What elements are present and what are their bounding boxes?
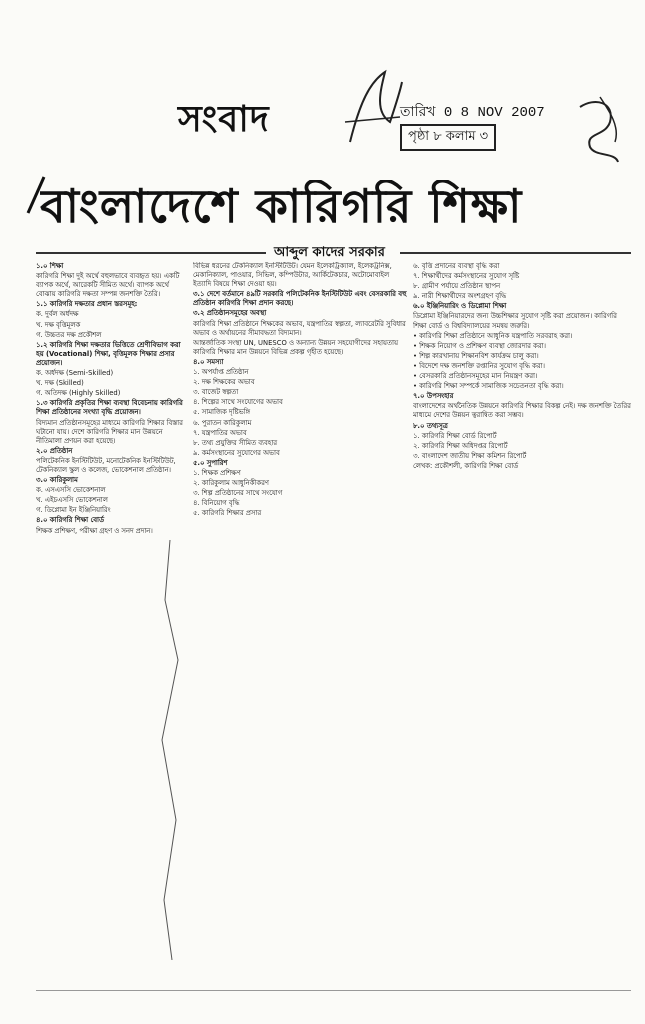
torn-fold-mark <box>150 540 190 960</box>
column-paragraph: ১.৩ কারিগরি প্রকৃতির শিক্ষা ব্যবস্থা বিবেচনায় কারিগরি শিক্ষা প্রতিষ্ঠানের সংখ্যা বৃদ্ধি প্রয়োজন। <box>36 399 183 417</box>
column-paragraph: ৭. যন্ত্রপাতির অভাব <box>193 428 247 437</box>
column-paragraph: কারিগরি শিক্ষা প্রতিষ্ঠানে শিক্ষকের অভাব, যন্ত্রপাতির স্বল্পতা, ল্যাবরেটরি সুবিধার অভাব ও অর্থায়নের সীমাবদ্ধতা বিদ্যমান। <box>193 319 406 337</box>
column-paragraph: ৩. বাজেট স্বল্পতা <box>193 388 239 397</box>
column-paragraph: ৩.২ প্রতিষ্ঠানসমূহের অবস্থা <box>193 309 267 318</box>
article-byline: আব্দুল কাদের সরকার <box>268 243 391 264</box>
handwritten-note <box>570 92 630 172</box>
clipping-page: পৃষ্ঠা ৮ কলাম ৩ <box>400 124 496 151</box>
column-paragraph: ১. কারিগরি শিক্ষা বোর্ড রিপোর্ট <box>413 431 497 440</box>
column-paragraph: ৩.০ কারিকুলাম <box>36 476 78 485</box>
column-paragraph: ২.০ প্রতিষ্ঠান <box>36 446 73 455</box>
column-paragraph: ৮.০ তথ্যসূত্র <box>413 421 448 430</box>
column-paragraph: শিক্ষক প্রশিক্ষণ, পরীক্ষা গ্রহণ ও সনদ প্রদান। <box>36 526 153 535</box>
column-paragraph: খ. এইচএসসি ভোকেশনাল <box>36 496 108 505</box>
column-paragraph: ৫.০ সুপারিশ <box>193 458 228 467</box>
byline-rule-left <box>36 252 266 254</box>
column-paragraph: ৪.০ কারিগরি শিক্ষা বোর্ড <box>36 516 105 525</box>
column-paragraph: • কারিগরি শিক্ষা সম্পর্কে সামাজিক সচেতনতা বৃদ্ধি করা। <box>413 382 564 391</box>
column-paragraph: ৬.০ ইঞ্জিনিয়ারিং ও ডিপ্লোমা শিক্ষা <box>413 302 507 311</box>
column-paragraph: ক. এসএসসি ভোকেশনাল <box>36 486 106 495</box>
column-paragraph: ৩.১ দেশে বর্তমানে ৪৯টি সরকারি পলিটেকনিক ইনস্টিটিউট এবং বেসরকারি বহু প্রতিষ্ঠান কারিগরি শিক্ষা প্রদান করছে। <box>193 290 407 308</box>
column-paragraph: ৫. কারিগরি শিক্ষার প্রসার <box>193 509 262 518</box>
column-paragraph: ক. অর্ধদক্ষ (Semi-Skilled) <box>36 369 114 378</box>
column-paragraph: বিভিন্ন ধরনের টেকনিক্যাল ইনস্টিটিউট। যেমন ইলেকট্রিক্যাল, ইলেকট্রনিক্স, মেকানিক্যাল, পাওয়ার, সিভিল, কম্পিউটার, আর্কিটেকচার, অটোমোবাইল ইত্যাদি বিষয়ে শিক্ষা দেওয়া হয়। <box>193 262 392 289</box>
column-paragraph: বিদ্যমান প্রতিষ্ঠানসমূহের মাধ্যমে কারিগরি শিক্ষার বিস্তার ঘটানো যায়। দেশে কারিগরি শিক্ষার মান উন্নয়নে নীতিমালা প্রণয়ন করা হয়েছে। <box>36 418 183 445</box>
article-headline: বাংলাদেশে কারিগরি শিক্ষা <box>40 180 523 232</box>
column-paragraph: গ. ডিপ্লোমা ইন ইঞ্জিনিয়ারিং <box>36 506 111 515</box>
column-paragraph: ১.২ কারিগরি শিক্ষা দক্ষতার ভিত্তিতে শ্রেণীবিভাগ করা হয় (Vocational) শিক্ষা, বৃত্তিমূলক শিক্ষার প্রসার প্রয়োজন। <box>36 340 181 367</box>
column-paragraph: ১.০ শিক্ষা <box>36 262 64 270</box>
column-paragraph: পলিটেকনিক ইনস্টিটিউট, মনোটেকনিক ইনস্টিটিউট, টেকনিক্যাল স্কুল ও কলেজ, ভোকেশনাল প্রতিষ্ঠান। <box>36 456 176 474</box>
page-bottom-rule <box>36 990 631 991</box>
column-paragraph: ২. কারিগরি শিক্ষা অধিদপ্তর রিপোর্ট <box>413 441 508 450</box>
column-paragraph: ১. শিক্ষক প্রশিক্ষণ <box>193 468 241 477</box>
article-column-3 <box>413 262 631 962</box>
column-paragraph: গ. উচ্চতর দক্ষ প্রকৌশল <box>36 330 102 339</box>
column-paragraph: ২. কারিকুলাম আধুনিকীকরণ <box>193 479 269 488</box>
column-paragraph: • বেসরকারি প্রতিষ্ঠানসমূহের মান নিয়ন্ত্রণ করা। <box>413 372 538 381</box>
column-paragraph: ৭.০ উপসংহার <box>413 392 454 401</box>
column-paragraph: ১. অপর্যাপ্ত প্রতিষ্ঠান <box>193 368 249 377</box>
column-paragraph: ৯. নারী শিক্ষার্থীদের অংশগ্রহণ বৃদ্ধি <box>413 292 507 301</box>
column-paragraph: ৬. পুরাতন কারিকুলাম <box>193 418 252 427</box>
column-paragraph: গ. অতিদক্ষ (Highly Skilled) <box>36 389 121 398</box>
column-paragraph: • শিক্ষক নিয়োগ ও প্রশিক্ষণ ব্যবস্থা জোরদার করা। <box>413 341 546 350</box>
column-paragraph: ৪.০ সমস্যা <box>193 357 224 366</box>
column-paragraph: খ. দক্ষ বৃত্তিমূলক <box>36 320 81 329</box>
column-paragraph: বাংলাদেশের অর্থনৈতিক উন্নয়নে কারিগরি শিক্ষার বিকল্প নেই। দক্ষ জনশক্তি তৈরির মাধ্যমে দেশের উন্নয়ন ত্বরান্বিত করা সম্ভব। <box>413 402 631 420</box>
clipping-date: তারিখ 0 8 NOV 2007 <box>400 105 545 121</box>
newspaper-masthead: সংবাদ <box>178 98 270 140</box>
article-column-2 <box>193 262 408 962</box>
column-paragraph: ৩. শিল্প প্রতিষ্ঠানের সাথে সংযোগ <box>193 489 283 498</box>
column-paragraph: ৬. বৃত্তি প্রদানের ব্যবস্থা বৃদ্ধি করা <box>413 262 500 270</box>
column-paragraph: ৪. বিনিয়োগ বৃদ্ধি <box>193 499 240 508</box>
column-paragraph: কারিগরি শিক্ষা দুই অর্থে বহুলভাবে ব্যবহৃত হয়। একটি ব্যাপক অর্থে, আরেকটি সীমিত অর্থে। ব্যাপক অর্থে বোঝায় কারিগরি দক্ষতা সম্পন্ন জনশক্তি তৈরি। <box>36 272 180 299</box>
column-paragraph: ডিপ্লোমা ইঞ্জিনিয়ারদের জন্য উচ্চশিক্ষার সুযোগ সৃষ্টি করা প্রয়োজন। কারিগরি শিক্ষা বোর্ড ও বিশ্ববিদ্যালয়ের সমন্বয় জরুরি। <box>413 312 617 330</box>
column-paragraph: ৫. সামাজিক দৃষ্টিভঙ্গি <box>193 408 250 417</box>
byline-rule-right <box>400 252 631 254</box>
column-paragraph: আন্তর্জাতিক সংস্থা UN, UNESCO ও অন্যান্য উন্নয়ন সহযোগীদের সহায়তায় কারিগরি শিক্ষার মান উন্নয়নে বিভিন্ন প্রকল্প গৃহীত হয়েছে। <box>193 338 398 356</box>
column-paragraph: খ. দক্ষ (Skilled) <box>36 379 84 388</box>
column-paragraph: ১.১ কারিগরি দক্ষতার প্রধান স্তরসমূহ: <box>36 300 138 309</box>
column-paragraph: ৮. গ্রামীণ পর্যায়ে প্রতিষ্ঠান স্থাপন <box>413 282 501 291</box>
column-paragraph: ৩. বাংলাদেশ জাতীয় শিক্ষা কমিশন রিপোর্ট <box>413 451 527 460</box>
column-paragraph: • বিদেশে দক্ষ জনশক্তি রপ্তানির সুযোগ বৃদ্ধি করা। <box>413 361 545 370</box>
column-paragraph: ২. দক্ষ শিক্ষকের অভাব <box>193 378 255 387</box>
column-paragraph: ক. দুর্বল অর্ধদক্ষ <box>36 310 79 319</box>
column-paragraph: ৮. তথ্য প্রযুক্তির সীমিত ব্যবহার <box>193 438 278 447</box>
column-paragraph: ৪. শিল্পের সাথে সংযোগের অভাব <box>193 398 283 407</box>
column-paragraph: • কারিগরি শিক্ষা প্রতিষ্ঠানে আধুনিক যন্ত্রপাতি সরবরাহ করা। <box>413 331 573 340</box>
column-paragraph: ৯. কর্মসংস্থানের সুযোগের অভাব <box>193 448 280 457</box>
column-paragraph: ৭. শিক্ষার্থীদের কর্মসংস্থানের সুযোগ সৃষ্টি <box>413 272 520 281</box>
column-paragraph: • শিল্প কারখানায় শিক্ষানবিশ কার্যক্রম চালু করা। <box>413 351 539 360</box>
column-paragraph: লেখক: প্রকৌশলী, কারিগরি শিক্ষা বোর্ড <box>413 461 519 470</box>
